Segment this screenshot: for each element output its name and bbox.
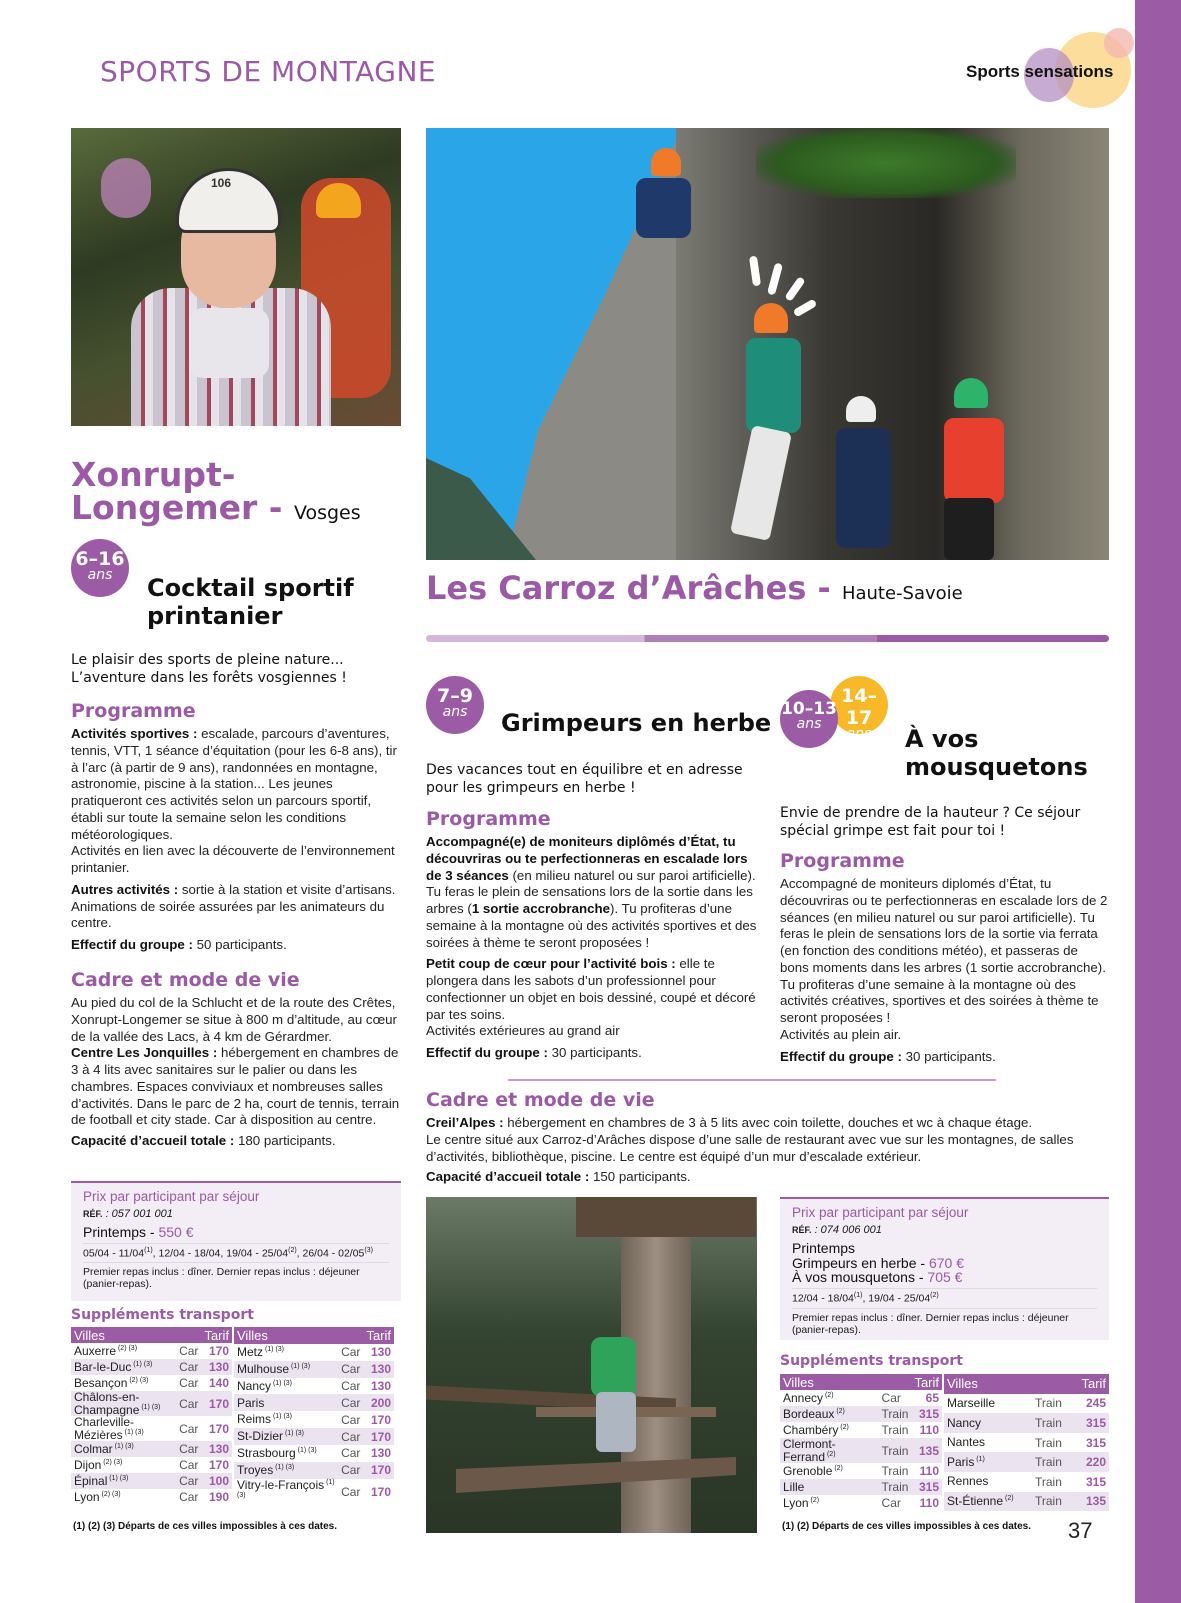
- mode-cell: Car: [341, 1446, 361, 1461]
- price-cell: 170: [363, 1428, 394, 1445]
- programme-heading: Programme: [71, 700, 196, 722]
- region-haute-savoie: Haute-Savoie: [841, 583, 963, 604]
- table-header-row: [944, 1374, 1109, 1394]
- age-badge-6-16: [71, 539, 129, 597]
- table-row: [944, 1413, 1109, 1433]
- city-cell: Bar-le-Duc $^{(1) (3)}$: [71, 1359, 176, 1375]
- city-cell: Metz $^{(1) (3)}$: [237, 1344, 285, 1359]
- carroz-cadre: [426, 1089, 1116, 1191]
- grimpeurs-programme: [426, 808, 761, 1067]
- photo-accrobranche: [426, 1197, 757, 1533]
- header-cities: Villes: [944, 1374, 1072, 1394]
- price-cell: 100: [201, 1473, 232, 1489]
- price-cell: 110: [919, 1464, 939, 1479]
- price-season: Printemps - 550 €: [83, 1225, 389, 1244]
- price-cell: 130: [201, 1359, 232, 1375]
- age-range: 6–16: [75, 548, 125, 570]
- mode-cell: Train: [1035, 1396, 1062, 1411]
- date-range: , 19/04 - 25/04: [862, 1292, 931, 1305]
- price-ref: RÉF. : 057 001 001: [83, 1208, 173, 1220]
- price-cell: 170: [370, 1412, 391, 1427]
- carroz-transport-title: Suppléments transport: [780, 1353, 963, 1369]
- mode-cell: Car: [179, 1490, 199, 1505]
- price-cell: 130: [370, 1345, 391, 1360]
- price-mousquetons: À vos mousquetons - 705 €: [792, 1269, 963, 1286]
- mode-cell: Car: [341, 1379, 361, 1393]
- city-cell: Lille: [780, 1479, 879, 1495]
- price-cell: 130: [363, 1361, 394, 1378]
- mode-cell: Train: [879, 1438, 912, 1463]
- price-cell: 315: [911, 1479, 942, 1495]
- age-range: 10–13: [781, 699, 837, 719]
- mode-cell: Car: [176, 1473, 201, 1489]
- mode-cell: Car: [179, 1376, 199, 1390]
- price-meals: Premier repas inclus : dîner. Dernier repas inclus : déjeuner (panier-repas).: [792, 1311, 1069, 1336]
- table-row: [944, 1394, 1109, 1414]
- date-footnote-ref: (2): [930, 1292, 939, 1300]
- stay-divider: [508, 1079, 996, 1081]
- city-cell: Marseille: [947, 1396, 996, 1411]
- table-row: [780, 1422, 942, 1438]
- price-cell: 200: [363, 1394, 394, 1411]
- table-row: [234, 1411, 394, 1428]
- table-row: [944, 1492, 1109, 1512]
- header-price: Tarif: [1072, 1374, 1109, 1394]
- city-cell: St-Dizier $^{(1) (3)}$: [234, 1428, 338, 1445]
- price-dates: [83, 1244, 389, 1264]
- xonrupt-transport-tables: [71, 1327, 394, 1505]
- table-row: [780, 1438, 942, 1463]
- mode-cell: Train: [879, 1406, 912, 1422]
- cadre-capacity: Capacité d’accueil totale : 180 participants.: [71, 1133, 336, 1148]
- mode-cell: Car: [338, 1394, 363, 1411]
- carroz-transport-footnote: (1) (2) Départs de ces villes impossibles à ces dates.: [782, 1521, 1032, 1532]
- mode-cell: Car: [179, 1458, 199, 1473]
- price-cell: 135: [911, 1438, 942, 1463]
- city-cell: Nancy: [944, 1413, 1032, 1433]
- grimpeurs-prog-wood: Petit coup de cœur pour l’activité bois : elle te plongera dans les sabots d’un professionnel pour confectionner un objet en bois dessiné, coupé et décoré par tes soins. Activités extérieures au grand air: [426, 956, 756, 1039]
- city-cell: Vitry-le-François $^{(1) (3)}$: [237, 1478, 335, 1500]
- mode-cell: Train: [1032, 1452, 1072, 1472]
- mode-cell: Car: [341, 1485, 361, 1500]
- price-cell: 220: [1072, 1452, 1109, 1472]
- table-row: [234, 1394, 394, 1411]
- city-cell: Charleville-Mézières $^{(1) (3)}$: [74, 1415, 144, 1442]
- city-cell: Dijon $^{(2) (3)}$: [74, 1458, 123, 1473]
- city-cell: Colmar $^{(1) (3)}$: [71, 1441, 176, 1457]
- price-cell: 130: [370, 1446, 391, 1461]
- city-cell: Bordeaux $^{(2)}$: [780, 1406, 879, 1422]
- xonrupt-city-heading: [71, 455, 361, 527]
- xonrupt-intro: [71, 651, 401, 687]
- price-cell: 315: [1085, 1435, 1106, 1450]
- mode-cell: Train: [1035, 1435, 1062, 1450]
- age-unit: ans: [846, 726, 872, 742]
- table-header-row: [234, 1327, 394, 1344]
- date-range: 05/04 - 11/04: [83, 1247, 145, 1260]
- price-meals: Premier repas inclus : dîner. Dernier repas inclus : déjeuner (panier-repas).: [83, 1266, 360, 1291]
- xonrupt-transport-title: Suppléments transport: [71, 1307, 254, 1323]
- table-row: [71, 1473, 232, 1489]
- carroz-city-heading: [426, 569, 963, 607]
- stay-title-line-1: À vos: [905, 725, 979, 753]
- transport-table-right: [234, 1327, 394, 1505]
- xonrupt-price-box: [71, 1181, 401, 1301]
- xonrupt-transport-footnote: (1) (2) (3) Départs de ces villes impossibles à ces dates.: [73, 1521, 338, 1532]
- carroz-price-box: [780, 1197, 1109, 1340]
- mode-cell: Car: [176, 1359, 201, 1375]
- table-row: [71, 1359, 232, 1375]
- city-cell: Reims $^{(1) (3)}$: [237, 1412, 293, 1427]
- city-cell: Épinal $^{(1) (3)}$: [71, 1473, 176, 1489]
- price-cell: 130: [201, 1441, 232, 1457]
- city-cell: Chambéry $^{(2)}$: [783, 1422, 849, 1437]
- age-range: 7–9: [437, 685, 473, 707]
- price-cell: 130: [370, 1379, 391, 1393]
- mode-cell: Car: [881, 1391, 901, 1405]
- price-cell: 190: [208, 1490, 229, 1505]
- date-range: , 19/04 - 25/04: [220, 1247, 289, 1260]
- price-title: Prix par participant par séjour: [792, 1205, 969, 1220]
- mode-cell: Car: [176, 1441, 201, 1457]
- price-cell: 245: [1085, 1396, 1106, 1411]
- price-season: [792, 1241, 1097, 1289]
- table-row: [71, 1489, 232, 1505]
- price-ref: RÉF. : 074 006 001: [792, 1224, 882, 1236]
- transport-table-left: [71, 1327, 232, 1505]
- price-cell: 110: [919, 1423, 939, 1437]
- table-row: [71, 1391, 232, 1416]
- region-vosges: Vosges: [293, 502, 361, 524]
- mode-cell: Car: [338, 1428, 363, 1445]
- prog-activities: Activités sportives : escalade, parcours d’aventures, tennis, VTT, 1 séance d’équitation (pour les 6-8 ans), tir à l’arc (à partir de 9 ans), randonnées en montagne, astronomie, piscine à la station... Les jeunes pratiqueront ces activités selon un parcours sportif, établi sur toute la semaine selon les conditions météorologiques. Activités en lien avec la découverte de l’environnement printanier.: [71, 726, 397, 875]
- table-row: [780, 1390, 942, 1406]
- price-cell: 170: [208, 1344, 229, 1358]
- table-row: [780, 1479, 942, 1495]
- helmet-number: 106: [211, 176, 232, 190]
- mode-cell: Train: [879, 1479, 912, 1495]
- cadre-heading: Cadre et mode de vie: [426, 1089, 655, 1111]
- grimpeurs-group-size: Effectif du groupe : 30 participants.: [426, 1045, 642, 1060]
- grimpeurs-prog-main: Accompagné(e) de moniteurs diplômés d’État, tu découvriras ou te perfectionneras en escalade lors de 3 séances (en milieu naturel ou sur paroi artificielle). Tu feras le plein de sensations lors de la sortie dans les arbres (1 sortie accrobranche). Tu profiteras d’une semaine à la montagne où des activités sportives et des soirées à thème te seront proposées !: [426, 834, 757, 950]
- header-cities: Villes: [234, 1327, 363, 1344]
- price-cell: 170: [370, 1485, 391, 1500]
- stay-title-cocktail: [147, 575, 354, 630]
- mode-cell: Car: [338, 1361, 363, 1378]
- price-cell: 170: [208, 1421, 229, 1436]
- table-header-row: [71, 1327, 232, 1343]
- age-unit: ans: [796, 716, 822, 732]
- table-row: [71, 1375, 232, 1391]
- table-row: [944, 1472, 1109, 1492]
- city-cell: Paris $^{(1)}$: [944, 1452, 1032, 1472]
- date-footnote-ref: (1): [853, 1292, 863, 1300]
- mode-cell: Train: [1032, 1492, 1072, 1512]
- stay-title-line-2: mousquetons: [905, 752, 1088, 781]
- age-badge-10-13: [780, 690, 838, 748]
- mode-cell: Car: [179, 1421, 199, 1436]
- cadre-location: Au pied du col de la Schlucht et de la route des Crêtes, Xonrupt-Longemer se situe à 800 m d’altitude, au cœur de la vallée des Lacs, à 4 km de Gérardmer. Centre Les Jonquilles : hébergement en chambres de 3 à 4 lits avec sanitaires sur le palier ou dans les chambres. Espaces conviviaux et nombreuses salles d’activités. Dans le parc de 2 ha, court de tennis, terrain de football et city stade. Car à disposition au centre.: [71, 995, 400, 1128]
- xonrupt-cadre: [71, 969, 406, 1155]
- table-row: [71, 1416, 232, 1441]
- price-cell: 65: [925, 1391, 939, 1405]
- cadre-capacity: Capacité d’accueil totale : 150 participants.: [426, 1169, 691, 1185]
- stay-title-line-1: Cocktail sportif: [147, 574, 354, 602]
- price-cell: 170: [201, 1391, 232, 1416]
- date-footnote-ref: (3): [364, 1246, 373, 1254]
- mode-cell: Train: [1035, 1474, 1062, 1489]
- transport-table-right: [944, 1374, 1109, 1511]
- city-cell: Lyon $^{(2) (3)}$: [74, 1490, 121, 1505]
- mode-cell: Car: [341, 1345, 361, 1360]
- price-cell: 315: [1085, 1474, 1106, 1489]
- prog-other: Autres activités : sortie à la station et visite d’artisans. Animations de soirée assurées par les animateurs du centre.: [71, 881, 396, 931]
- mode-cell: Car: [341, 1412, 361, 1427]
- price-cell: 315: [911, 1406, 942, 1422]
- table-row: [780, 1495, 942, 1511]
- stay-title-grimpeurs: Grimpeurs en herbe: [501, 709, 772, 737]
- xonrupt-programme: [71, 700, 406, 959]
- intro-line-1: Le plaisir des sports de pleine nature...: [71, 652, 344, 668]
- price-cell: 110: [919, 1496, 939, 1511]
- table-row: [71, 1441, 232, 1457]
- city-cell: Grenoble $^{(2)}$: [783, 1463, 843, 1478]
- table-row: [71, 1343, 232, 1359]
- table-row: [780, 1463, 942, 1479]
- city-cell: Rennes: [947, 1474, 989, 1489]
- header-price: Tarif: [911, 1374, 942, 1390]
- date-range: , 12/04 - 18/04: [152, 1247, 221, 1260]
- photo-child-helmet: [71, 128, 401, 426]
- mode-cell: Car: [176, 1391, 201, 1416]
- city-cell: Nantes: [947, 1435, 986, 1450]
- page-number: 37: [1068, 1518, 1093, 1543]
- city-cell: Troyes $^{(1) (3)}$: [234, 1462, 338, 1479]
- section-divider-bar: [426, 635, 1109, 642]
- price-grimpeurs: Grimpeurs en herbe - 670 €: [792, 1254, 964, 1271]
- age-range: 14–17: [841, 685, 877, 729]
- header-cities: Villes: [71, 1327, 201, 1343]
- table-row: [234, 1462, 394, 1479]
- mousquetons-intro: Envie de prendre de la hauteur ? Ce séjour spécial grimpe est fait pour toi !: [780, 805, 1081, 840]
- city-cell: St-Étienne $^{(2)}$: [944, 1492, 1032, 1512]
- table-row: [234, 1445, 394, 1462]
- city-cell: Châlons-en-Champagne $^{(1) (3)}$: [71, 1391, 176, 1416]
- photo-via-ferrata: [426, 128, 1109, 560]
- age-unit: ans: [87, 567, 113, 583]
- city-line-1: Xonrupt-: [71, 455, 236, 494]
- city-cell: Lyon $^{(2)}$: [783, 1495, 820, 1510]
- price-cell: 170: [208, 1458, 229, 1473]
- table-row: [234, 1361, 394, 1378]
- mousquetons-group-size: Effectif du groupe : 30 participants.: [780, 1048, 996, 1064]
- programme-heading: Programme: [780, 850, 905, 872]
- price-cell: 135: [1072, 1492, 1109, 1512]
- city-cell: Mulhouse $^{(1) (3)}$: [234, 1361, 338, 1378]
- side-color-band: [1135, 0, 1181, 1603]
- price-amount: 550 €: [158, 1224, 194, 1240]
- city-cell: Strasbourg $^{(1) (3)}$: [237, 1446, 317, 1461]
- age-badge-14-17: [830, 676, 888, 742]
- price-dates: [792, 1289, 1097, 1309]
- price-cell: 170: [363, 1462, 394, 1479]
- city-cell: Clermont-Ferrand $^{(2)}$: [780, 1438, 879, 1463]
- city-cell: Auxerre $^{(2) (3)}$: [74, 1343, 138, 1358]
- mousquetons-prog-main: Accompagné de moniteurs diplomés d’État, tu découvriras ou te perfectionneras en escalade lors de 2 séances (en milieu naturel ou sur paroi artificielle). Tu feras le plein de sensations lors de la sortie via ferrata (en fonction des conditions météo), et passeras de bons moments dans les arbres (1 sortie accrobranche). Tu profiteras d’une semaine à la montagne où des activités créatives, sportives et des soirées à thème te seront proposées ! Activités au plein air.: [780, 876, 1108, 1042]
- decor-bubble-pink: [1104, 28, 1134, 58]
- season-label: Printemps: [792, 1240, 856, 1256]
- table-row: [234, 1378, 394, 1395]
- table-row: [234, 1344, 394, 1361]
- header-price: Tarif: [363, 1327, 394, 1344]
- mode-cell: Train: [881, 1423, 909, 1437]
- intro-line-2: L’aventure dans les forêts vosgiennes !: [71, 670, 347, 687]
- price-cell: 315: [1072, 1413, 1109, 1433]
- city-cell: Nancy $^{(1) (3)}$: [237, 1378, 293, 1393]
- grimpeurs-intro: Des vacances tout en équilibre et en adresse pour les grimpeurs en herbe !: [426, 762, 743, 797]
- table-row: [944, 1433, 1109, 1453]
- table-row: [71, 1457, 232, 1473]
- mode-cell: Car: [881, 1496, 901, 1511]
- mode-cell: Train: [881, 1464, 909, 1479]
- date-footnote-ref: (2): [288, 1246, 297, 1254]
- table-row: [780, 1406, 942, 1422]
- city-cell: Besançon $^{(2) (3)}$: [74, 1375, 149, 1390]
- table-row: [944, 1452, 1109, 1472]
- carroz-transport-tables: [780, 1374, 1109, 1511]
- header-cities: Villes: [780, 1374, 911, 1390]
- table-row: [234, 1479, 394, 1506]
- date-range: , 26/04 - 02/05: [296, 1247, 365, 1260]
- price-cell: 140: [208, 1376, 229, 1390]
- stay-title-line-2: printanier: [147, 601, 283, 630]
- city-line-2: Longemer -: [71, 488, 283, 527]
- mode-cell: Train: [1032, 1413, 1072, 1433]
- section-title: SPORTS DE MONTAGNE: [100, 55, 437, 88]
- mousquetons-programme: [780, 850, 1110, 1070]
- transport-table-left: [780, 1374, 942, 1511]
- city-cell: Annecy $^{(2)}$: [783, 1390, 834, 1405]
- city-name: Les Carroz d’Arâches -: [426, 569, 831, 607]
- price-title: Prix par participant par séjour: [83, 1189, 260, 1204]
- stay-title-mousquetons: [905, 726, 1088, 781]
- age-unit: ans: [442, 704, 468, 720]
- table-header-row: [780, 1374, 942, 1390]
- programme-heading: Programme: [426, 808, 551, 830]
- cadre-heading: Cadre et mode de vie: [71, 969, 300, 991]
- table-row: [234, 1428, 394, 1445]
- date-range: 12/04 - 18/04: [792, 1292, 854, 1305]
- cadre-accommodation: Creil’Alpes : hébergement en chambres de 3 à 5 lits avec coin toilette, douches et wc à chaque étage. Le centre situé aux Carroz-d’Arâches dispose d’une salle de restaurant avec vue sur les montagnes, de salles d’activités, bibliothèque, piscine. Le centre est équipé d’un mur d’escalade extérieur.: [426, 1115, 1074, 1164]
- city-cell: Paris: [234, 1394, 338, 1411]
- brand-label: Sports sensations: [966, 62, 1114, 81]
- header-price: Tarif: [201, 1327, 232, 1343]
- mode-cell: Car: [179, 1344, 199, 1358]
- mode-cell: Car: [338, 1462, 363, 1479]
- age-badge-7-9: [426, 676, 484, 734]
- prog-group-size: Effectif du groupe : 50 participants.: [71, 937, 287, 952]
- date-footnote-ref: (1): [144, 1246, 153, 1254]
